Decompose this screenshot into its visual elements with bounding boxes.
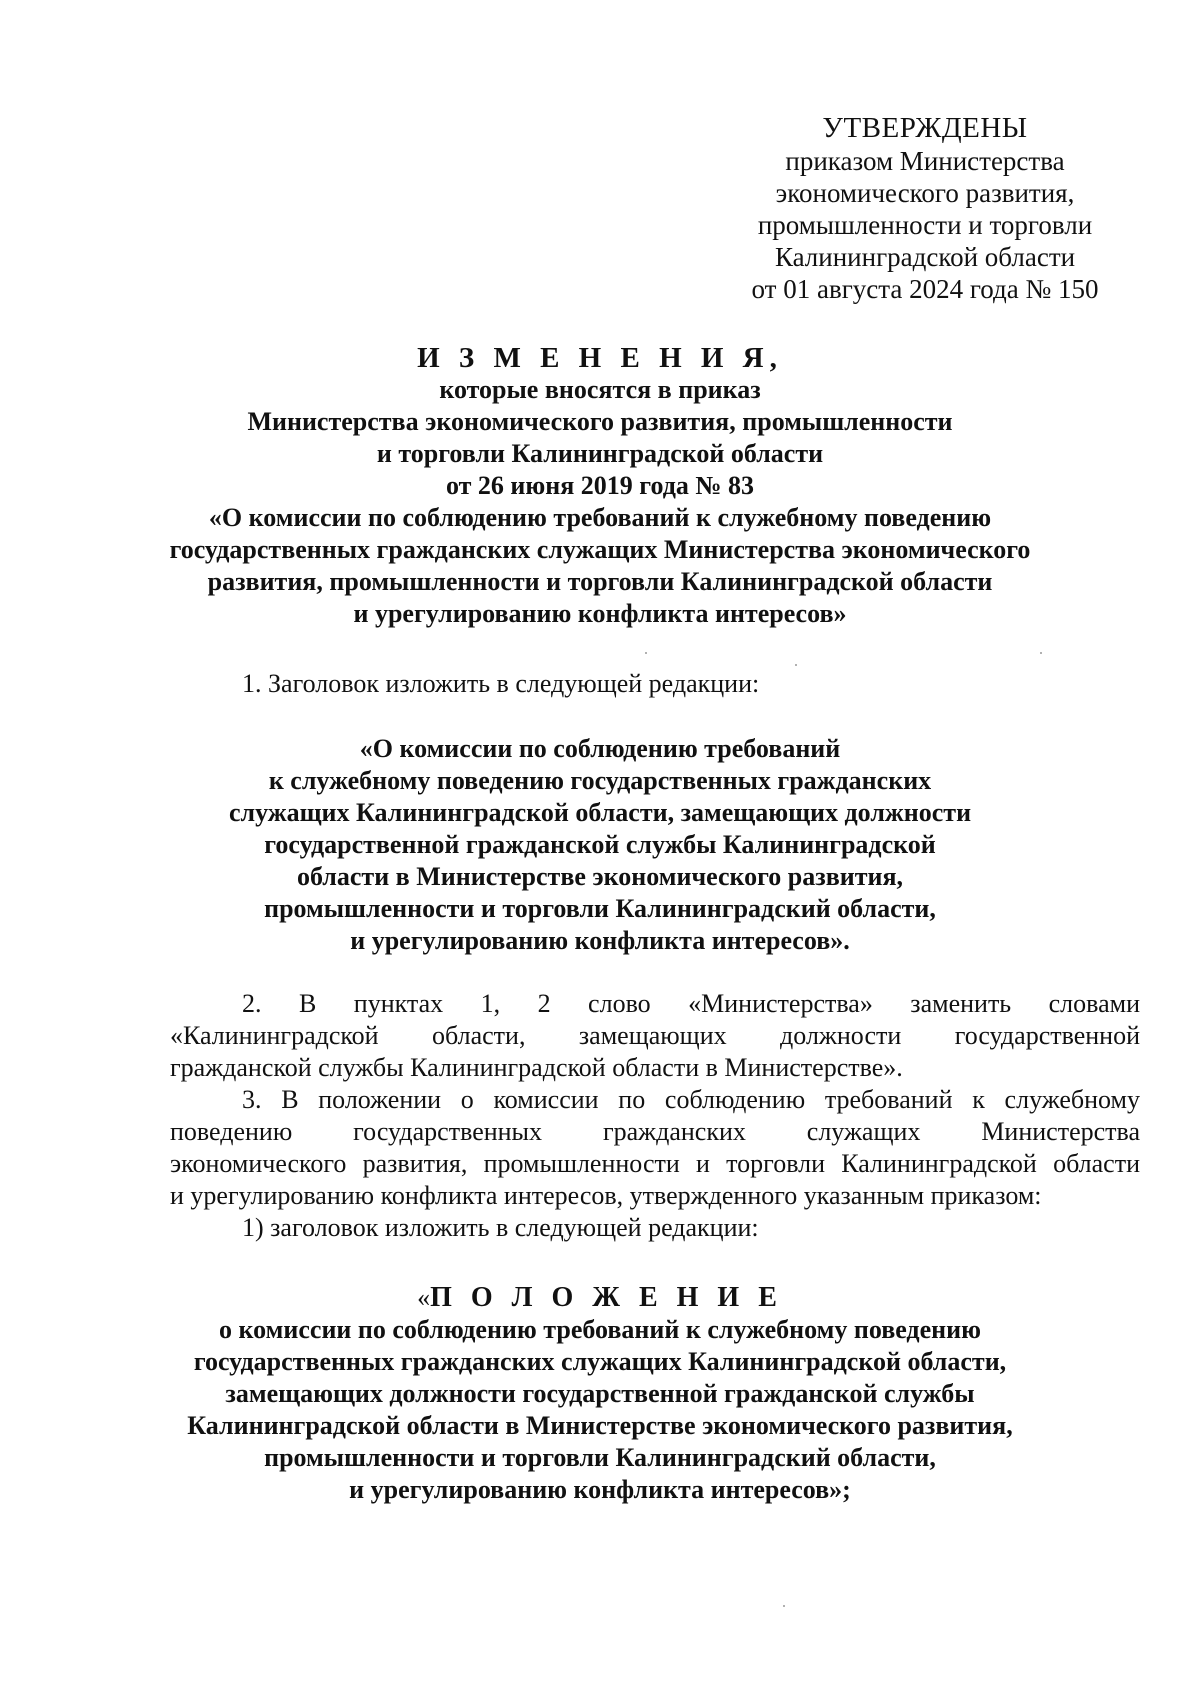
quote-line: области в Министерстве экономического развития,: [296, 862, 904, 891]
quote-line: замещающих должности государственной гражданской службы: [225, 1379, 975, 1408]
approval-stamp: [700, 112, 1150, 305]
paragraph-line: и урегулированию конфликта интересов, утвержденного указанным приказом:: [170, 1181, 1042, 1210]
heading-line: и урегулированию конфликта интересов»: [353, 599, 847, 628]
paragraph-line: 3. В положении о комиссии по соблюдению требований к служебному: [242, 1085, 1140, 1114]
scan-speck: [795, 664, 797, 666]
quote-line: «О комиссии по соблюдению требований: [359, 734, 841, 763]
item-3-1-paragraph: 1) заголовок изложить в следующей редакции:: [242, 1213, 759, 1242]
document-heading: [100, 342, 1100, 630]
item-3-paragraph: [170, 1084, 1140, 1212]
approval-line: от 01 августа 2024 года № 150: [751, 274, 1099, 304]
item-2-paragraph: [170, 988, 1140, 1084]
regulation-title-quote: [100, 1282, 1100, 1506]
heading-line: которые вносятся в приказ: [439, 375, 761, 404]
item-1-paragraph: 1. Заголовок изложить в следующей редакции:: [242, 669, 760, 698]
new-title-quote: [100, 733, 1100, 957]
approval-line: экономического развития,: [775, 178, 1075, 208]
heading-line: от 26 июня 2019 года № 83: [445, 471, 754, 500]
quote-line: о комиссии по соблюдению требований к служебному поведению: [219, 1315, 981, 1344]
scan-speck: [645, 652, 647, 654]
regulation-title-line: [100, 1282, 1100, 1314]
paragraph-line: экономического развития, промышленности и торговли Калининградской области: [170, 1149, 1140, 1178]
approval-line: промышленности и торговли: [757, 210, 1093, 240]
quote-line: государственной гражданской службы Калининградской: [264, 830, 936, 859]
paragraph-line: поведению государственных гражданских служащих Министерства: [170, 1117, 1140, 1146]
paragraph-line: «Калининградской области, замещающих должности государственной: [170, 1021, 1140, 1050]
heading-line: «О комиссии по соблюдению требований к служебному поведению: [208, 503, 992, 532]
heading-line: развития, промышленности и торговли Калининградской области: [207, 567, 993, 596]
quote-line: и урегулированию конфликта интересов».: [350, 926, 850, 955]
regulation-title: П О Л О Ж Е Н И Е: [430, 1282, 783, 1313]
approval-title: УТВЕРЖДЕНЫ: [822, 112, 1028, 144]
quote-line: государственных гражданских служащих Калининградской области,: [193, 1347, 1007, 1376]
paragraph-line: 2. В пунктах 1, 2 слово «Министерства» заменить словами: [242, 989, 1140, 1018]
scan-speck: [783, 1605, 785, 1607]
paragraph-line: гражданской службы Калининградской области в Министерстве».: [170, 1053, 903, 1082]
heading-line: и торговли Калининградской области: [376, 439, 824, 468]
quote-line: к служебному поведению государственных гражданских: [268, 766, 932, 795]
quote-line: промышленности и торговли Калининградский области,: [264, 1443, 936, 1472]
heading-title: И З М Е Н Е Н И Я,: [417, 342, 783, 374]
approval-line: приказом Министерства: [785, 146, 1065, 176]
quote-line: и урегулированию конфликта интересов»;: [349, 1475, 851, 1504]
quote-line: промышленности и торговли Калининградский области,: [264, 894, 936, 923]
heading-line: государственных гражданских служащих Министерства экономического: [169, 535, 1031, 564]
quote-line: Калининградской области в Министерстве экономического развития,: [187, 1411, 1013, 1440]
heading-line: Министерства экономического развития, промышленности: [247, 407, 953, 436]
open-quote: «: [417, 1283, 431, 1312]
scan-speck: [1040, 652, 1042, 654]
approval-line: Калининградской области: [774, 242, 1076, 272]
quote-line: служащих Калининградской области, замещающих должности: [228, 798, 972, 827]
